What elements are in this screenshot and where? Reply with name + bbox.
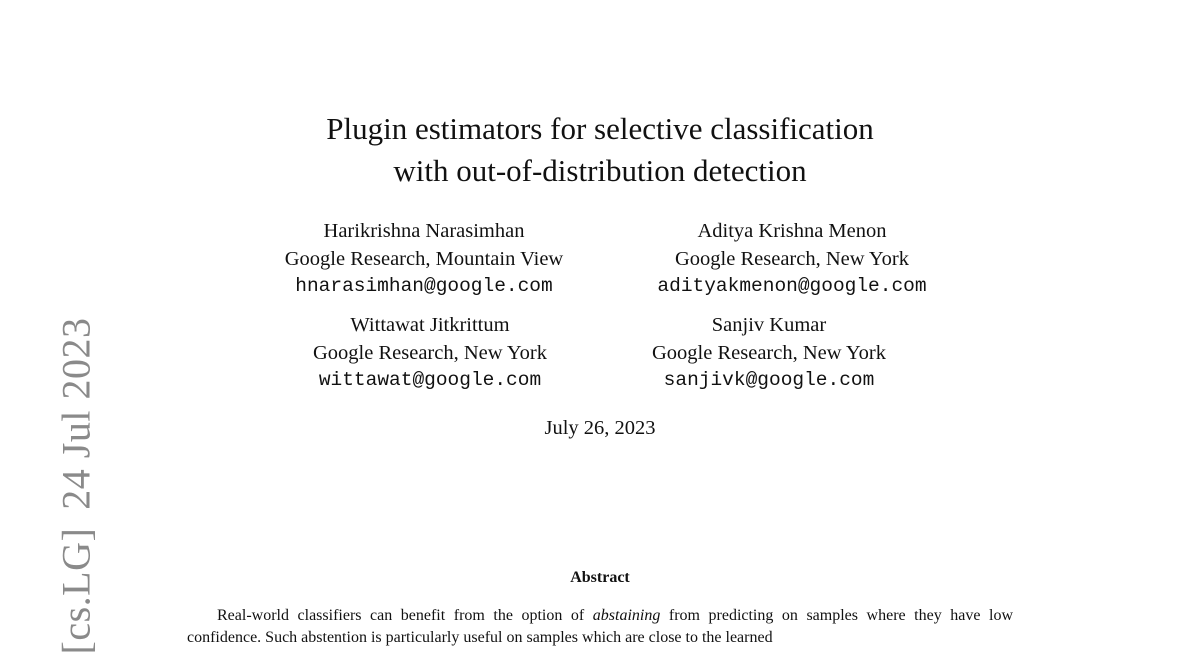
paper-date: July 26, 2023 bbox=[544, 417, 656, 439]
author-name: Aditya Krishna Menon bbox=[697, 220, 887, 242]
author-email: hnarasimhan@google.com bbox=[295, 275, 553, 297]
author-name: Sanjiv Kumar bbox=[711, 314, 827, 336]
paper-title bbox=[0, 108, 1200, 192]
author-name: Harikrishna Narasimhan bbox=[323, 220, 525, 242]
author-affiliation: Google Research, New York bbox=[652, 341, 886, 364]
abstract-body bbox=[187, 605, 1013, 649]
author-name: Wittawat Jitkrittum bbox=[350, 314, 510, 336]
abstract-text-end: from predicting on samples where they have low confidence. Such abstention is particularly useful on samples which are close to the learned bbox=[187, 607, 1013, 646]
abstract-emphasis: abstaining bbox=[592, 607, 661, 624]
arxiv-category: [cs.LG] bbox=[53, 527, 99, 654]
paper-title-line-1: Plugin estimators for selective classification bbox=[326, 111, 874, 146]
author-block bbox=[652, 312, 886, 395]
paper-title-line-2: with out-of-distribution detection bbox=[393, 153, 807, 188]
author-affiliation: Google Research, New York bbox=[675, 247, 909, 270]
abstract-heading: Abstract bbox=[570, 569, 630, 586]
author-affiliation: Google Research, Mountain View bbox=[284, 247, 564, 270]
arxiv-date: 24 Jul 2023 bbox=[53, 317, 99, 510]
author-block bbox=[657, 218, 926, 301]
author-affiliation: Google Research, New York bbox=[313, 341, 547, 364]
author-email: adityakmenon@google.com bbox=[657, 275, 927, 297]
author-email: sanjivk@google.com bbox=[663, 369, 875, 391]
author-email: wittawat@google.com bbox=[318, 369, 542, 391]
author-block bbox=[285, 218, 564, 301]
arxiv-sidebar-stamp bbox=[53, 318, 100, 654]
author-block bbox=[313, 312, 547, 395]
abstract-text-start: Real-world classifiers can benefit from the option of bbox=[217, 607, 593, 624]
